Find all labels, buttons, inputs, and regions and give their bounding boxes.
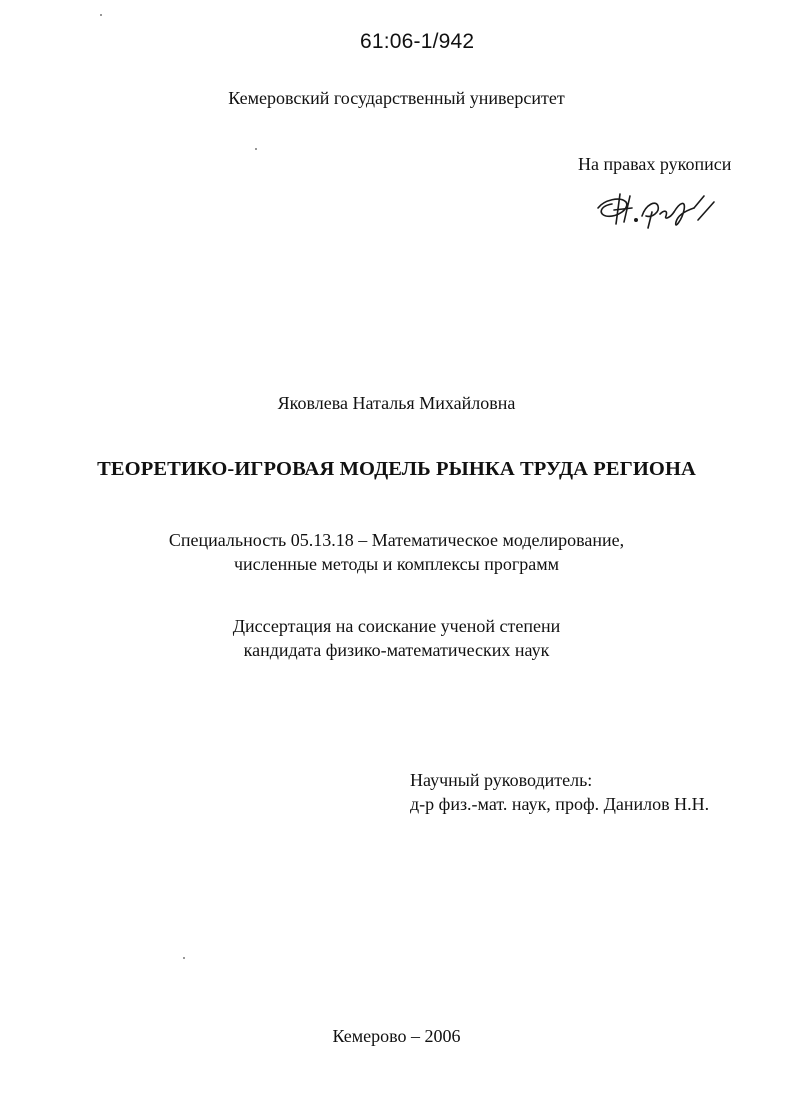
supervisor-label: Научный руководитель: — [410, 770, 593, 790]
author-name: Яковлева Наталья Михайловна — [277, 393, 516, 413]
scan-speck — [100, 14, 102, 16]
university-name: Кемеровский государственный университет — [228, 88, 565, 108]
handwritten-signature-icon — [590, 186, 720, 236]
supervisor-block — [410, 768, 709, 816]
scan-speck — [255, 148, 257, 150]
specialty-line-2: численные методы и комплексы программ — [233, 554, 560, 574]
degree-block — [0, 614, 793, 662]
specialty-line-1: Специальность 05.13.18 – Математическое моделирование, — [168, 530, 625, 550]
archive-stamp-number: 61:06-1/942 — [360, 30, 475, 53]
supervisor-name: д-р физ.-мат. наук, проф. Данилов Н.Н. — [410, 794, 710, 814]
scan-speck — [183, 957, 185, 959]
degree-line-1: Диссертация на соискание ученой степени — [232, 616, 561, 636]
rights-notice: На правах рукописи — [578, 154, 732, 174]
dissertation-title: ТЕОРЕТИКО-ИГРОВАЯ МОДЕЛЬ РЫНКА ТРУДА РЕГИОНА — [97, 458, 696, 480]
specialty-block — [0, 528, 793, 576]
city-year: Кемерово – 2006 — [332, 1026, 461, 1046]
degree-line-2: кандидата физико-математических наук — [243, 640, 550, 660]
